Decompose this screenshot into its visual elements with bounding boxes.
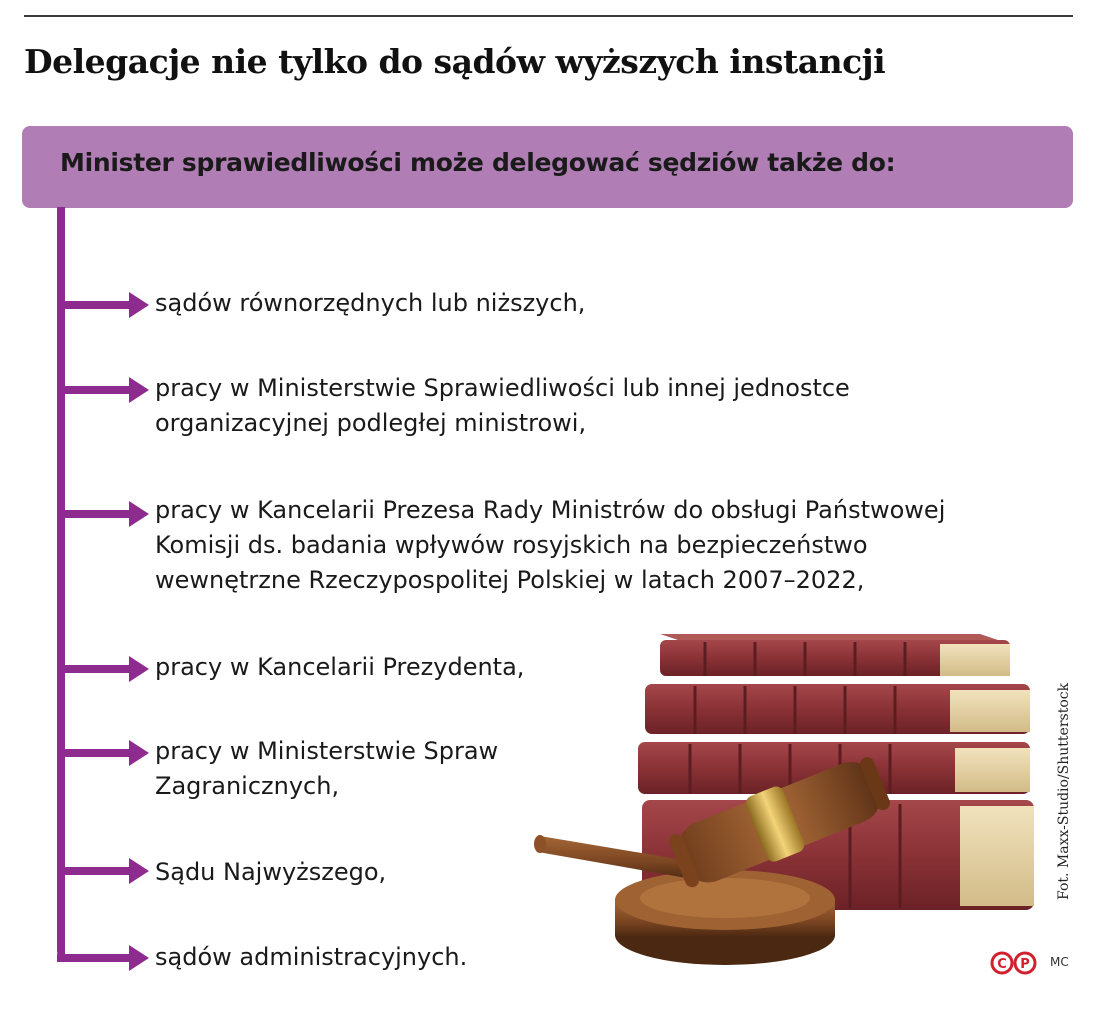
arrow-right-icon — [57, 292, 149, 318]
arrow-right-icon — [57, 656, 149, 682]
cp-logo-icon — [990, 950, 1038, 976]
arrow-right-icon — [57, 501, 149, 527]
author-initials: MC — [1050, 955, 1069, 969]
list-item-line: Zagranicznych, — [155, 772, 340, 800]
list-item-text — [155, 855, 386, 890]
photo-credit: Fot. Maxx-Studio/Shutterstock — [1056, 682, 1072, 900]
headline: Delegacje nie tylko do sądów wyższych instancji — [24, 42, 886, 81]
list-item-line: pracy w Ministerstwie Spraw — [155, 737, 499, 765]
list-item-line: Komisji ds. badania wpływów rosyjskich na bezpieczeństwo — [155, 531, 868, 559]
list-item-text — [155, 734, 498, 804]
books-gavel-illustration — [520, 600, 1040, 980]
list-item-text — [155, 371, 850, 441]
connector-line — [57, 207, 65, 959]
svg-text:C: C — [997, 957, 1007, 972]
header-box — [22, 126, 1073, 208]
list-item-line: sądów administracyjnych. — [155, 943, 468, 971]
list-item-line: pracy w Ministerstwie Sprawiedliwości lub innej jednostce — [155, 374, 850, 402]
arrow-right-icon — [57, 377, 149, 403]
top-rule — [24, 15, 1073, 17]
svg-text:P: P — [1020, 957, 1030, 972]
list-item-line: wewnętrzne Rzeczypospolitej Polskiej w latach 2007–2022, — [155, 566, 865, 594]
list-item-line: sądów równorzędnych lub niższych, — [155, 289, 586, 317]
list-item-line: pracy w Kancelarii Prezydenta, — [155, 653, 525, 681]
header-text: Minister sprawiedliwości może delegować sędziów także do: — [60, 148, 896, 177]
list-item-line: Sądu Najwyższego, — [155, 858, 387, 886]
list-item-text — [155, 493, 945, 598]
list-item-text — [155, 286, 585, 321]
list-item-line: organizacyjnej podległej ministrowi, — [155, 409, 587, 437]
list-item-text — [155, 650, 524, 685]
list-item-line: pracy w Kancelarii Prezesa Rady Ministrów do obsługi Państwowej — [155, 496, 946, 524]
list-item-text — [155, 940, 467, 975]
arrow-right-icon — [57, 858, 149, 884]
arrow-right-icon — [57, 945, 149, 971]
arrow-right-icon — [57, 740, 149, 766]
